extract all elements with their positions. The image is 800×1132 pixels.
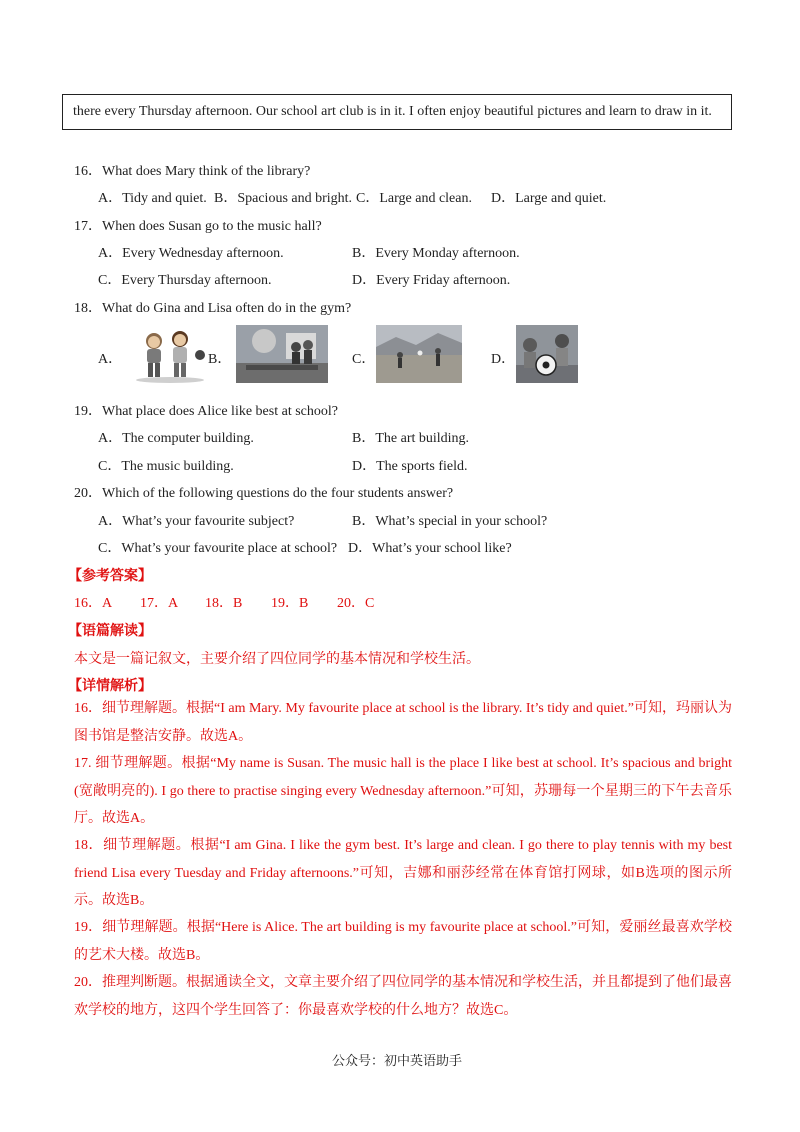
answer-20: 20．C <box>337 596 375 611</box>
q19-option-b[interactable]: B．The art building. <box>352 431 470 446</box>
q16-option-a[interactable]: A．Tidy and quiet. <box>98 191 207 206</box>
beach-play-picture[interactable] <box>376 325 462 383</box>
q16-option-c[interactable]: C．Large and clean. <box>356 191 472 206</box>
footer-text: 公众号：初中英语助手 <box>332 1054 463 1069</box>
q17-option-d[interactable]: D．Every Friday afternoon. <box>352 273 511 288</box>
answer-19: 19．B <box>271 596 309 611</box>
analysis-item-18: 18．细节理解题。根据“I am Gina. I like the gym best. It’s large and clean. I go there to play tennis with my best friend Lisa every Tuesday and Friday afternoons.”可知，吉娜和丽莎经常在体育馆打网球，如B选项的图示所示。故选B。 <box>74 838 732 908</box>
analysis-item-20: 20．推理判断题。根据通读全文，文章主要介绍了四位同学的基本情况和学校生活，并且都提到了他们最喜欢学校的地方，这四个学生回答了：你最喜欢学校的什么地方？故选C。 <box>74 975 732 1018</box>
passage-text: there every Thursday afternoon. Our school art club is in it. I often enjoy beautiful pictures and learn to draw in it. <box>73 104 712 119</box>
answer-17: 17．A <box>140 596 179 611</box>
school-scene-picture[interactable] <box>236 325 328 383</box>
q17-option-b[interactable]: B．Every Monday afternoon. <box>352 246 520 261</box>
q19-option-a[interactable]: A．The computer building. <box>98 431 254 446</box>
q20-option-a[interactable]: A．What’s your favourite subject? <box>98 514 295 529</box>
q20-option-d[interactable]: D．What’s your school like? <box>348 541 512 556</box>
question-18-stem: 18．What do Gina and Lisa often do in the gym? <box>74 301 352 316</box>
q19-option-c[interactable]: C．The music building. <box>98 459 234 474</box>
reading-heading: 【语篇解读】 <box>68 624 152 639</box>
q18-option-b-label[interactable]: B． <box>208 352 232 367</box>
basketball-kids-picture[interactable] <box>130 325 208 383</box>
question-17-stem: 17．When does Susan go to the music hall? <box>74 219 322 234</box>
q18-option-a-label[interactable]: A． <box>98 352 123 367</box>
q20-option-b[interactable]: B．What’s special in your school? <box>352 514 548 529</box>
reading-text: 本文是一篇记叙文，主要介绍了四位同学的基本情况和学校生活。 <box>74 652 480 667</box>
analysis-item-16: 16．细节理解题。根据“I am Mary. My favourite place at school is the library. It’s tidy and quiet.”可知，玛丽认为图书馆是整洁安静。故选A。 <box>74 701 732 744</box>
q17-option-a[interactable]: A．Every Wednesday afternoon. <box>98 246 284 261</box>
answer-heading: 【参考答案】 <box>68 569 152 584</box>
q17-option-c[interactable]: C．Every Thursday afternoon. <box>98 273 272 288</box>
q18-option-c-label[interactable]: C． <box>352 352 376 367</box>
analysis-item-17: 17. 细节理解题。根据“My name is Susan. The music hall is the place I like best at school. It’s spacious and bright (宽敞明亮的). I go there to practise singing every Wednesday afternoon.”可知，苏珊每一个星期三的下午去音乐厅。故选A。 <box>74 756 732 826</box>
q19-option-d[interactable]: D．The sports field. <box>352 459 468 474</box>
analysis-heading: 【详情解析】 <box>68 679 152 694</box>
question-19-stem: 19．What place does Alice like best at school? <box>74 404 338 419</box>
soccer-kids-picture[interactable] <box>516 325 578 383</box>
q18-option-d-label[interactable]: D． <box>491 352 516 367</box>
q16-option-d[interactable]: D．Large and quiet. <box>491 191 607 206</box>
analysis-item-19: 19．细节理解题。根据“Here is Alice. The art building is my favourite place at school.”可知，爱丽丝最喜欢学校的艺术大楼。故选B。 <box>74 920 732 963</box>
answer-16: 16．A <box>74 596 113 611</box>
q20-option-c[interactable]: C．What’s your favourite place at school? <box>98 541 338 556</box>
question-20-stem: 20．Which of the following questions do the four students answer? <box>74 486 454 501</box>
passage-box <box>62 94 732 130</box>
answer-18: 18．B <box>205 596 243 611</box>
question-16-stem: 16．What does Mary think of the library? <box>74 164 311 179</box>
q16-option-b[interactable]: B．Spacious and bright. <box>214 191 353 206</box>
